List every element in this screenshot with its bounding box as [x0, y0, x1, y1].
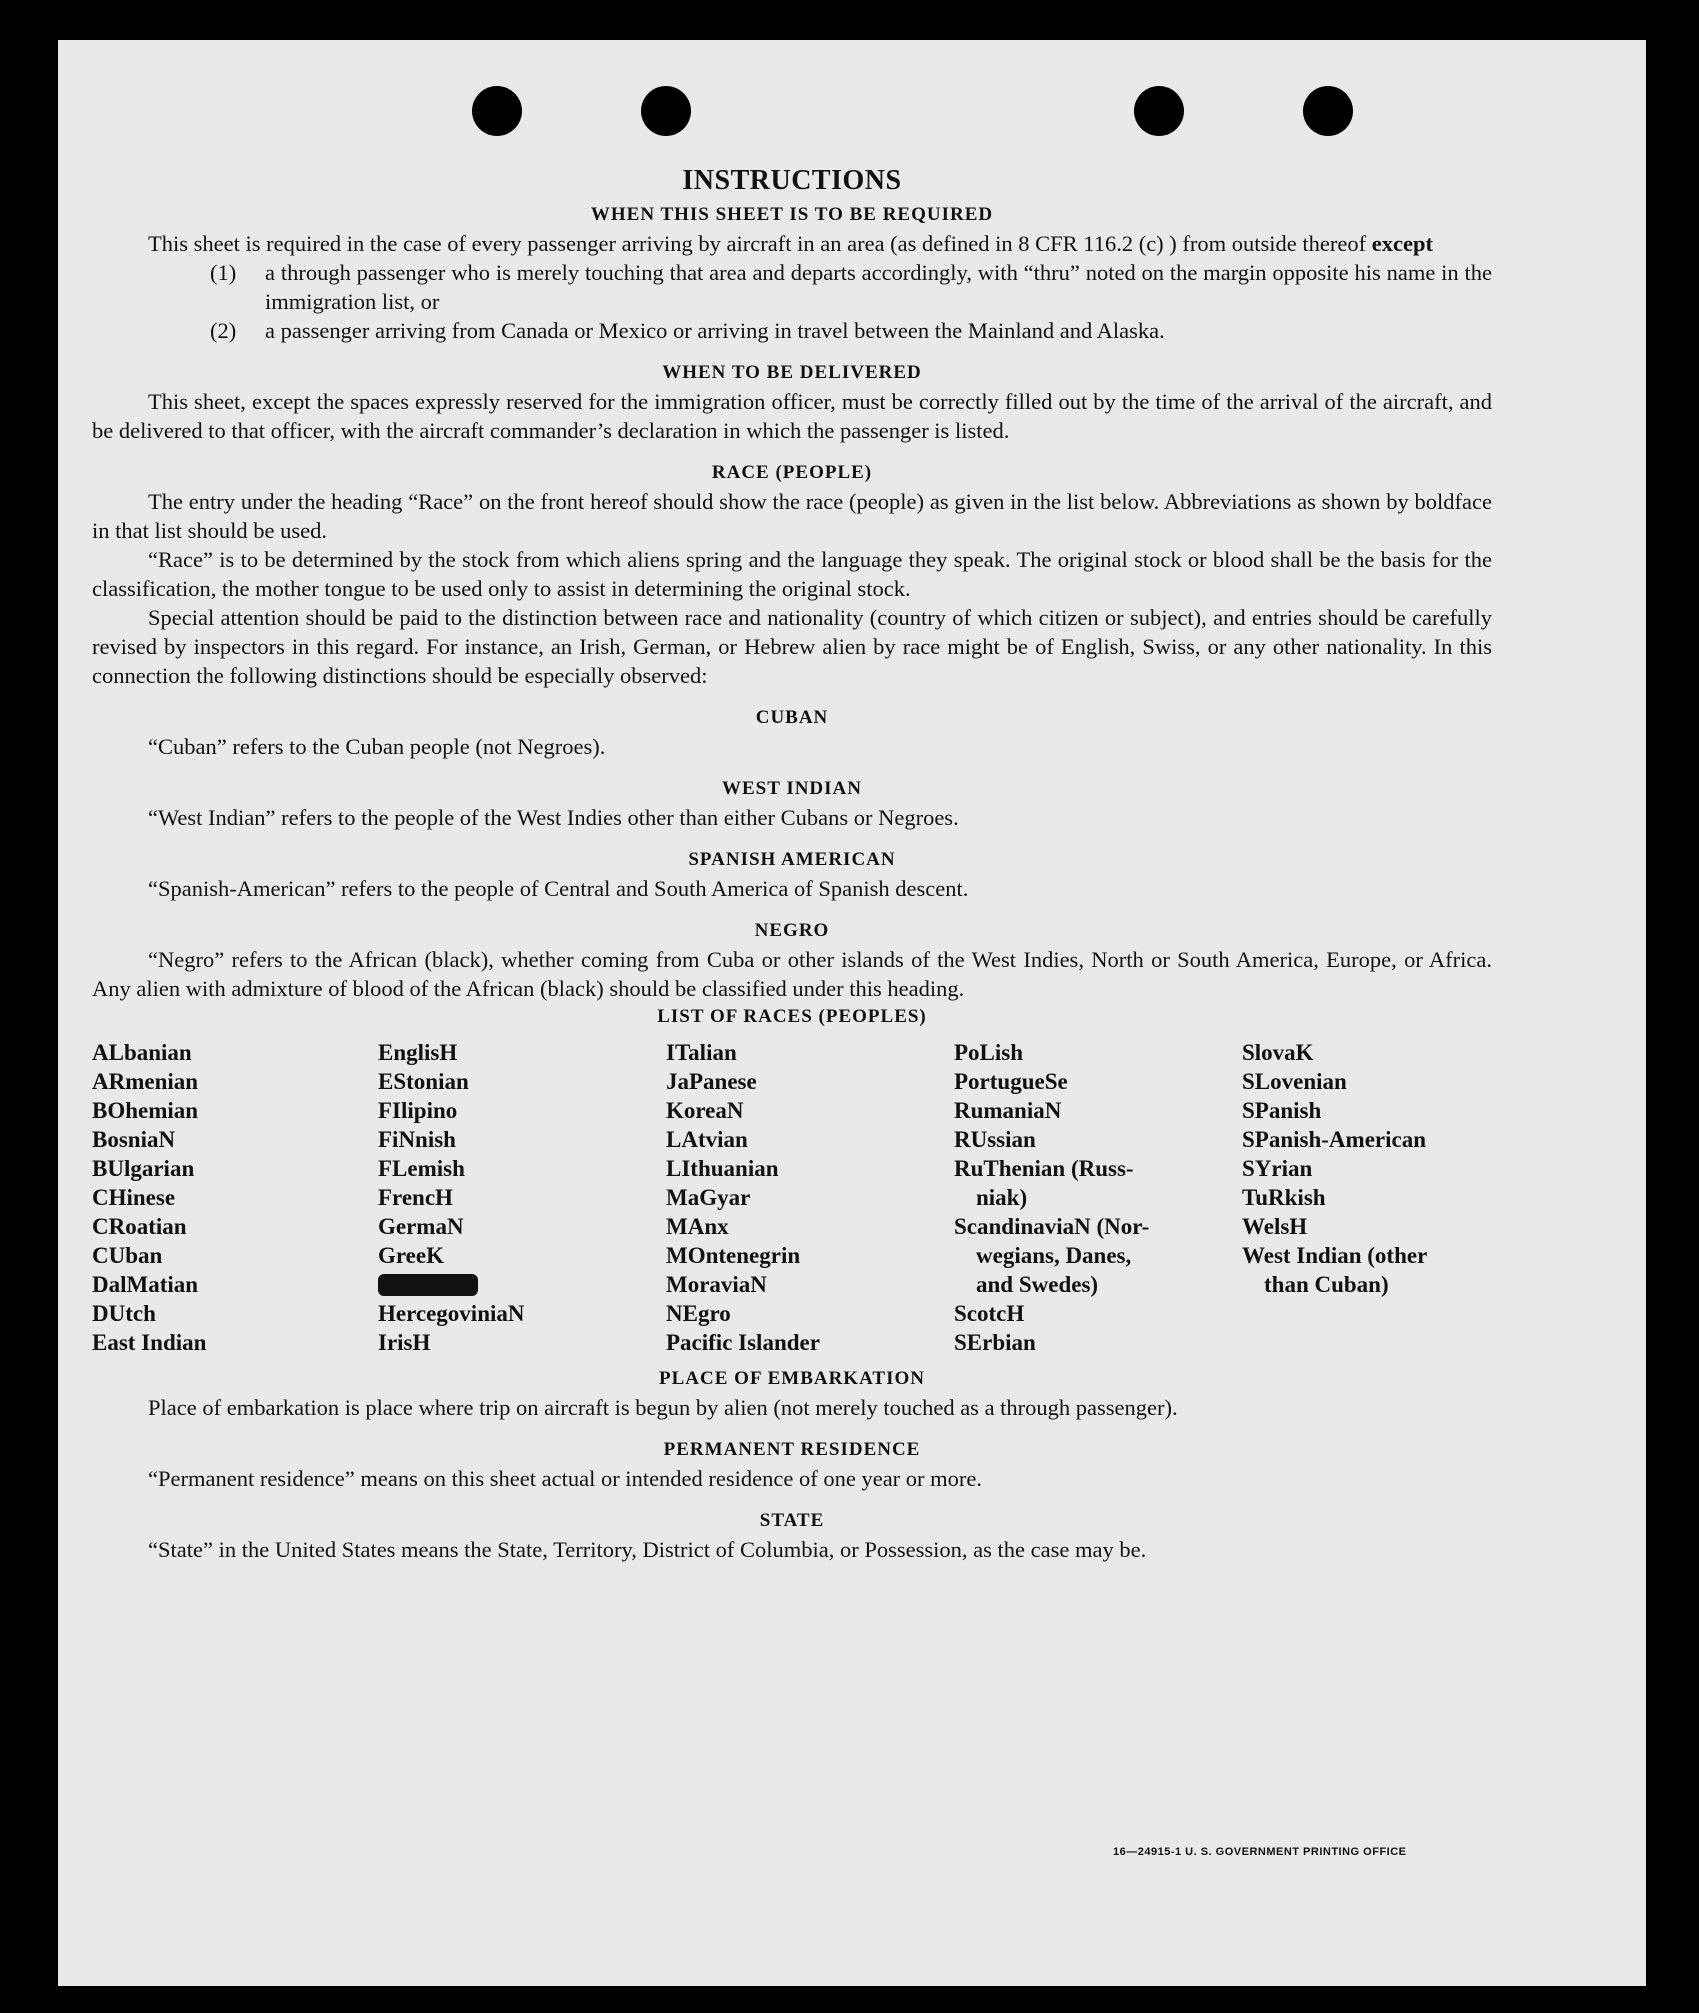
when-delivered-text: This sheet, except the spaces expressly reserved for the immigration officer, must be correctly filled out by the time of the arrival of the aircraft, and be delivered to that officer, with the aircraft commander’s declaration in which the passenger is listed. [92, 389, 1492, 443]
heading-list-of-races: LIST OF RACES (PEOPLES) [657, 1006, 927, 1027]
race-entry: LIthuanian [666, 1156, 779, 1181]
race-entry: MOntenegrin [666, 1243, 801, 1268]
race-entry-continued: and Swedes) [976, 1272, 1099, 1297]
item-text: a passenger arriving from Canada or Mexico or arriving in travel between the Mainland and Alaska. [265, 318, 1165, 343]
race-paragraph-3: Special attention should be paid to the distinction between race and nationality (country of which citizen or subject), and entries should be carefully revised by inspectors in this regard. For instance, an Irish, German, or Hebrew alien by race might be of English, Swiss, or any other nationality. In this connection the following distinctions should be especially observed: [92, 605, 1492, 688]
heading-race: RACE (PEOPLE) [711, 462, 873, 483]
race-entry: EnglisH [378, 1040, 458, 1065]
punch-hole [1134, 86, 1184, 136]
heading-when-required: WHEN THIS SHEET IS TO BE REQUIRED [590, 204, 994, 225]
race-entry: MoraviaN [666, 1272, 767, 1297]
races-column-5 [1242, 1038, 1492, 1357]
punch-hole [1303, 86, 1353, 136]
page-title: INSTRUCTIONS [682, 165, 902, 196]
instructions-content [92, 166, 1492, 1564]
race-entry: DUtch [92, 1301, 156, 1326]
races-column-1 [92, 1038, 378, 1357]
race-entry-continued: niak) [976, 1185, 1028, 1210]
race-entry: ScotcH [954, 1301, 1025, 1326]
race-paragraph-1: The entry under the heading “Race” on the front hereof should show the race (people) as given in the list below. Abbreviations as shown by boldface in that list should be used. [92, 489, 1492, 543]
race-entry: RumaniaN [954, 1098, 1062, 1123]
race-entry: RuThenian (Russ- [954, 1156, 1134, 1181]
punch-hole [641, 86, 691, 136]
race-paragraph-2: “Race” is to be determined by the stock from which aliens spring and the language they speak. The original stock or blood shall be the basis for the classification, the mother tongue to be used only to assist in determining the original stock. [92, 547, 1492, 601]
race-entry: SPanish [1242, 1098, 1322, 1123]
race-entry: SErbian [954, 1330, 1036, 1355]
document-sheet [58, 40, 1646, 1986]
race-entry: GermaN [378, 1214, 464, 1239]
race-entry: ARmenian [92, 1069, 199, 1094]
races-column-2 [378, 1038, 666, 1357]
intro-text: This sheet is required in the case of every passenger arriving by aircraft in an area (as defined in 8 CFR 116.2 (c) ) from outside thereof [148, 231, 1372, 256]
race-entry: ScandinaviaN (Nor- [954, 1214, 1150, 1239]
race-entry: PortugueSe [954, 1069, 1068, 1094]
race-entry-continued: than Cuban) [1264, 1272, 1389, 1297]
races-list [92, 1038, 1492, 1357]
printer-code: 16—24915-1 U. S. GOVERNMENT PRINTING OFFICE [1113, 1846, 1407, 1858]
state-text: “State” in the United States means the State, Territory, District of Columbia, or Possession, as the case may be. [148, 1537, 1147, 1562]
embarkation-text: Place of embarkation is place where trip on aircraft is begun by alien (not merely touched as a through passenger). [148, 1395, 1178, 1420]
race-entry: IrisH [378, 1330, 431, 1355]
cuban-text: “Cuban” refers to the Cuban people (not Negroes). [148, 734, 606, 759]
race-entry: CHinese [92, 1185, 176, 1210]
punch-hole [472, 86, 522, 136]
exception-item [92, 258, 1492, 316]
race-entry: FrencH [378, 1185, 453, 1210]
heading-cuban: CUBAN [755, 707, 829, 728]
exception-item [92, 316, 1492, 345]
redaction-mark [378, 1274, 478, 1296]
residence-text: “Permanent residence” means on this sheet actual or intended residence of one year or more. [148, 1466, 983, 1491]
when-required-intro [92, 229, 1492, 258]
race-entry: DalMatian [92, 1272, 199, 1297]
race-entry: WelsH [1242, 1214, 1308, 1239]
item-number: (1) [210, 260, 237, 285]
races-column-3 [666, 1038, 954, 1357]
west-indian-text: “West Indian” refers to the people of the West Indies other than either Cubans or Negroes. [148, 805, 959, 830]
race-entry: BosniaN [92, 1127, 176, 1152]
race-entry: FLemish [378, 1156, 465, 1181]
race-entry: HercegoviniaN [378, 1301, 525, 1326]
race-entry: BOhemian [92, 1098, 199, 1123]
race-entry: GreeK [378, 1243, 444, 1268]
race-entry: SLovenian [1242, 1069, 1347, 1094]
race-entry: KoreaN [666, 1098, 744, 1123]
race-entry: EStonian [378, 1069, 469, 1094]
heading-spanish-american: SPANISH AMERICAN [688, 849, 896, 870]
spanish-american-text: “Spanish-American” refers to the people of Central and South America of Spanish descent. [148, 876, 969, 901]
race-entry: ITalian [666, 1040, 737, 1065]
race-entry: FIlipino [378, 1098, 458, 1123]
race-entry: JaPanese [666, 1069, 757, 1094]
race-entry: Pacific Islander [666, 1330, 820, 1355]
race-entry: MaGyar [666, 1185, 751, 1210]
race-entry: SPanish-American [1242, 1127, 1426, 1152]
race-entry: NEgro [666, 1301, 731, 1326]
race-entry: West Indian (other [1242, 1243, 1428, 1268]
race-entry: SYrian [1242, 1156, 1313, 1181]
heading-state: STATE [759, 1510, 825, 1531]
race-entry: ALbanian [92, 1040, 192, 1065]
heading-embarkation: PLACE OF EMBARKATION [659, 1368, 925, 1389]
heading-west-indian: WEST INDIAN [722, 778, 862, 799]
race-entry: CUban [92, 1243, 163, 1268]
heading-negro: NEGRO [754, 920, 830, 941]
race-entry: CRoatian [92, 1214, 187, 1239]
race-entry: PoLish [954, 1040, 1024, 1065]
race-entry: FiNnish [378, 1127, 456, 1152]
races-column-4 [954, 1038, 1242, 1357]
race-entry: TuRkish [1242, 1185, 1326, 1210]
race-entry: LAtvian [666, 1127, 748, 1152]
item-text: a through passenger who is merely touching that area and departs accordingly, with “thru” noted on the margin opposite his name in the immigration list, or [265, 260, 1492, 314]
item-number: (2) [210, 318, 237, 343]
race-entry: RUssian [954, 1127, 1036, 1152]
race-entry: SlovaK [1242, 1040, 1314, 1065]
intro-except: except [1371, 231, 1433, 256]
heading-permanent-residence: PERMANENT RESIDENCE [663, 1439, 921, 1460]
negro-text: “Negro” refers to the African (black), whether coming from Cuba or other islands of the West Indies, North or South America, Europe, or Africa. Any alien with admixture of blood of the African (black) should be classified under this heading. [92, 947, 1492, 1001]
race-entry: MAnx [666, 1214, 729, 1239]
race-entry: East Indian [92, 1330, 207, 1355]
race-entry-continued: wegians, Danes, [976, 1243, 1132, 1268]
race-entry: BUlgarian [92, 1156, 195, 1181]
redacted-entry [378, 1270, 666, 1299]
heading-when-delivered: WHEN TO BE DELIVERED [662, 362, 922, 383]
